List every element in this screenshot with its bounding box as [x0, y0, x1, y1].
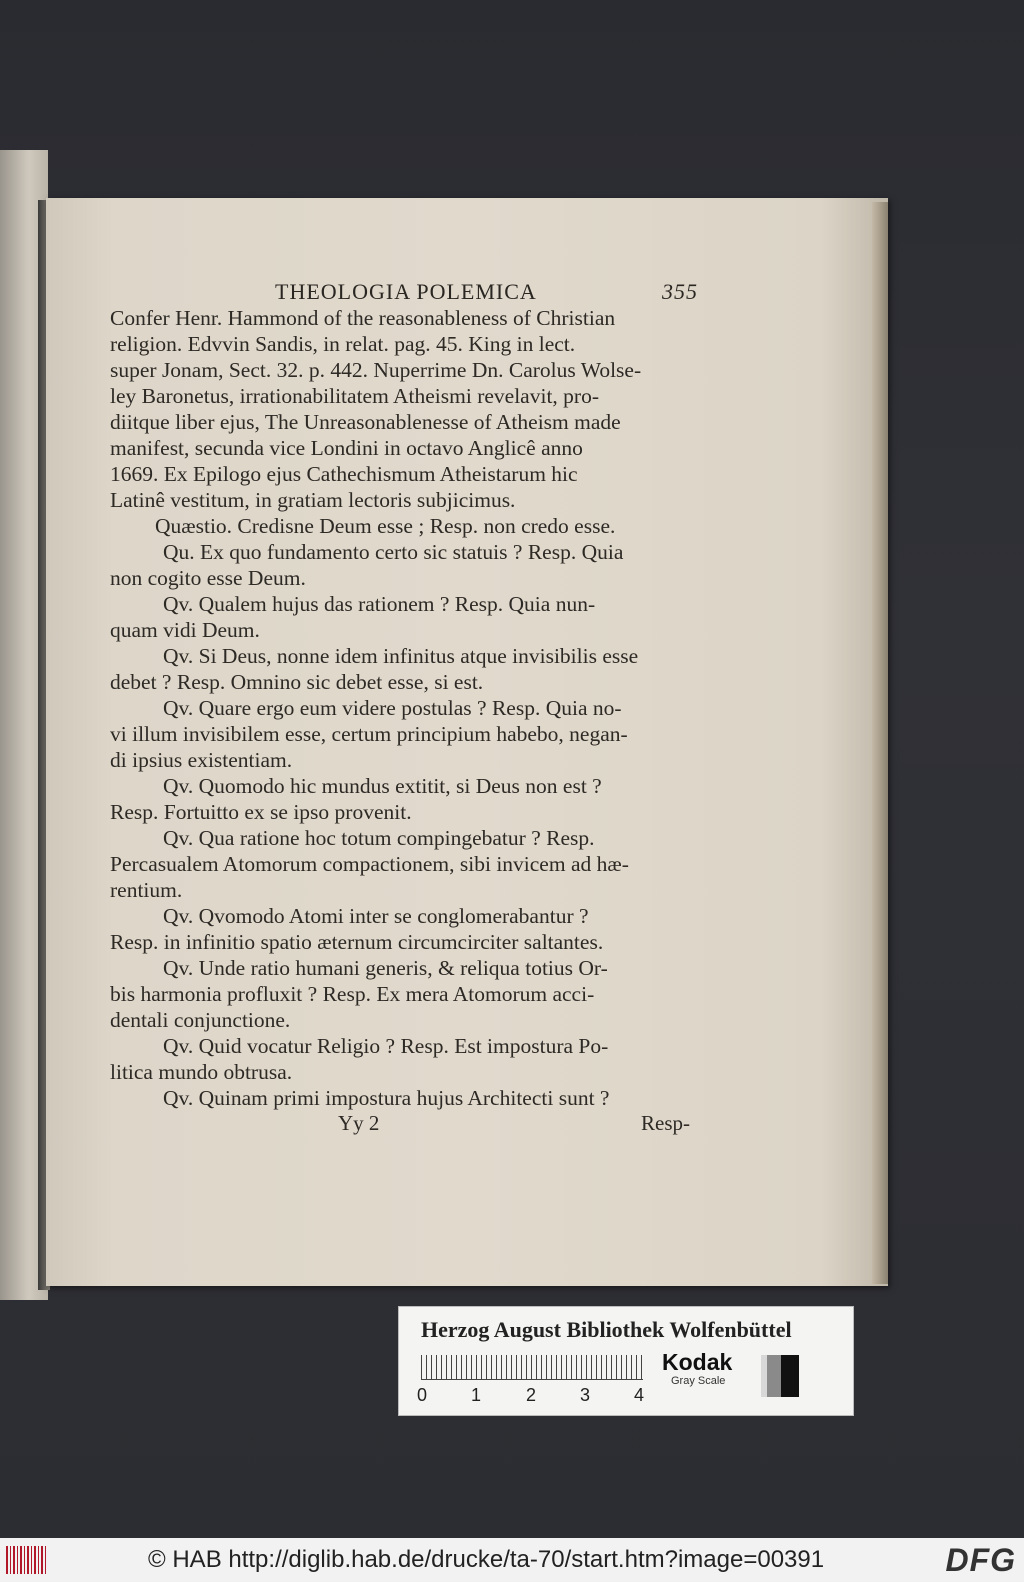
- text-line: dentali conjunctione.: [110, 1008, 291, 1032]
- scale-number: 1: [471, 1385, 482, 1405]
- ruler-baseline: [421, 1379, 643, 1380]
- text-line: rentium.: [110, 878, 183, 902]
- signature-mark: Yy 2: [338, 1111, 380, 1135]
- text-line: non cogito esse Deum.: [110, 566, 306, 590]
- gray-swatch: [767, 1355, 781, 1397]
- text-line: vi illum invisibilem esse, certum principium habebo, negan-: [110, 722, 628, 746]
- dfg-logo: DFG: [945, 1542, 1016, 1578]
- text-line: Qv. Quare ergo eum videre postulas ? Resp. Quia no-: [163, 696, 622, 720]
- page-footer-row: [110, 1111, 690, 1137]
- text-line: Qv. Si Deus, nonne idem infinitus atque invisibilis esse: [163, 644, 639, 668]
- scale-number: 0: [417, 1385, 428, 1405]
- page-edge: [872, 202, 888, 1284]
- black-swatch: [781, 1355, 799, 1397]
- library-name: Herzog August Bibliothek Wolfenbüttel: [421, 1317, 792, 1342]
- text-line: Latinê vestitum, in gratiam lectoris subjicimus.: [110, 488, 516, 512]
- text-line: quam vidi Deum.: [110, 618, 260, 642]
- copyright-link[interactable]: © HAB http://diglib.hab.de/drucke/ta-70/start.htm?image=00391: [148, 1546, 825, 1573]
- text-line: Qu. Ex quo fundamento certo sic statuis ? Resp. Quia: [163, 540, 624, 564]
- text-line: Percasualem Atomorum compactionem, sibi invicem ad hæ-: [110, 852, 629, 876]
- text-line: litica mundo obtrusa.: [110, 1060, 293, 1084]
- scale-number: 3: [580, 1385, 591, 1405]
- text-line: Qv. Qvomodo Atomi inter se conglomerabantur ?: [163, 904, 589, 928]
- page-body-text: [110, 305, 700, 1111]
- text-line: Resp. Fortuitto ex se ipso provenit.: [110, 800, 412, 824]
- text-line: debet ? Resp. Omnino sic debet esse, si est.: [110, 670, 484, 694]
- text-line: di ipsius existentiam.: [110, 748, 293, 772]
- text-line: bis harmonia profluxit ? Resp. Ex mera Atomorum acci-: [110, 982, 595, 1006]
- ruler-scale: [421, 1355, 643, 1379]
- kodak-logo: Kodak: [662, 1349, 733, 1375]
- text-line: Resp. in infinitio spatio æternum circumcirciter saltantes.: [110, 930, 604, 954]
- header-title: THEOLOGIA POLEMICA: [275, 279, 537, 304]
- barcode-icon: [6, 1546, 46, 1574]
- text-line: ley Baronetus, irrationabilitatem Atheismi revelavit, pro-: [110, 384, 599, 408]
- text-line: Qv. Quomodo hic mundus extitit, si Deus non est ?: [163, 774, 602, 798]
- text-line: super Jonam, Sect. 32. p. 442. Nuperrime Dn. Carolus Wolse-: [110, 358, 642, 382]
- text-line: Confer Henr. Hammond of the reasonableness of Christian: [110, 306, 616, 330]
- page-number: 355: [662, 279, 698, 304]
- text-line: Qv. Qua ratione hoc totum compingebatur ? Resp.: [163, 826, 595, 850]
- gray-scale-label: Gray Scale: [671, 1375, 726, 1387]
- text-line: 1669. Ex Epilogo ejus Cathechismum Atheistarum hic: [110, 462, 578, 486]
- text-line: Qv. Quid vocatur Religio ? Resp. Est impostura Po-: [163, 1034, 609, 1058]
- scale-number: 4: [634, 1385, 645, 1405]
- text-line: Qv. Quinam primi impostura hujus Architecti sunt ?: [163, 1086, 610, 1110]
- scale-number: 2: [526, 1385, 537, 1405]
- text-line: Qv. Unde ratio humani generis, & reliqua totius Or-: [163, 956, 608, 980]
- text-line: religion. Edvvin Sandis, in relat. pag. 45. King in lect.: [110, 332, 576, 356]
- text-line: diitque liber ejus, The Unreasonablenesse of Atheism made: [110, 410, 621, 434]
- text-line: Qv. Qualem hujus das rationem ? Resp. Quia nun-: [163, 592, 596, 616]
- text-line: manifest, secunda vice Londini in octavo Anglicê anno: [110, 436, 583, 460]
- text-line: Quæstio. Credisne Deum esse ; Resp. non credo esse.: [155, 514, 616, 538]
- footer-bar: [0, 1538, 1024, 1582]
- color-reference-card: [398, 1306, 854, 1416]
- catchword: Resp-: [641, 1111, 690, 1135]
